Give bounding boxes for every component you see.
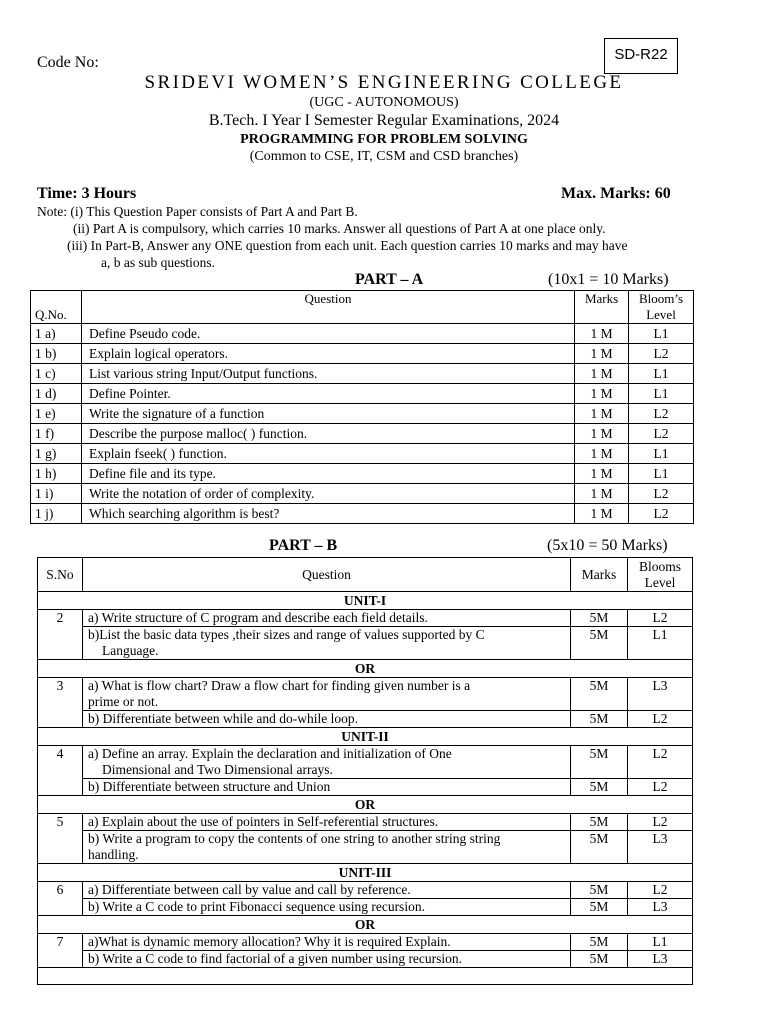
question-marks: 1 M bbox=[575, 344, 629, 364]
table-row bbox=[38, 779, 693, 796]
question-marks: 1 M bbox=[575, 364, 629, 384]
blooms-level: L2 bbox=[628, 711, 693, 728]
question-marks: 1 M bbox=[575, 484, 629, 504]
blooms-level: L2 bbox=[628, 814, 693, 831]
question-number: 4 bbox=[38, 746, 83, 796]
part-b-title: PART – B bbox=[269, 537, 338, 554]
table-row bbox=[38, 627, 693, 660]
table-row bbox=[38, 678, 693, 711]
question-text: Which searching algorithm is best? bbox=[81, 504, 574, 524]
part-b-header-row bbox=[38, 558, 693, 592]
marks-header: Marks bbox=[575, 291, 629, 324]
table-row bbox=[38, 951, 693, 968]
table-row bbox=[38, 711, 693, 728]
question-number: 6 bbox=[38, 882, 83, 916]
table-row bbox=[38, 882, 693, 899]
question-number: 5 bbox=[38, 814, 83, 864]
table-row bbox=[31, 324, 694, 344]
question-number: 1 f) bbox=[31, 424, 82, 444]
table-row bbox=[38, 934, 693, 951]
blooms-header-line2: Level bbox=[646, 307, 676, 322]
blooms-level: L3 bbox=[628, 678, 693, 711]
question-marks: 1 M bbox=[575, 424, 629, 444]
table-row bbox=[38, 899, 693, 916]
question-number: 1 i) bbox=[31, 484, 82, 504]
question-text: Describe the purpose malloc( ) function. bbox=[81, 424, 574, 444]
blooms-level: L3 bbox=[628, 899, 693, 916]
blooms-level: L2 bbox=[629, 404, 694, 424]
blooms-header-line1: Bloom’s bbox=[638, 291, 684, 306]
table-row bbox=[38, 746, 693, 779]
question-text: Explain fseek( ) function. bbox=[81, 444, 574, 464]
question-text: b) Write a C code to find factorial of a given number using recursion. bbox=[82, 951, 570, 968]
question-number: 1 a) bbox=[31, 324, 82, 344]
question-text: Explain logical operators. bbox=[81, 344, 574, 364]
blooms-level: L1 bbox=[629, 444, 694, 464]
question-marks: 5M bbox=[571, 899, 628, 916]
question-header: Question bbox=[82, 558, 570, 592]
blooms-level: L1 bbox=[629, 324, 694, 344]
blank-row bbox=[38, 968, 693, 985]
or-row bbox=[38, 916, 693, 934]
part-a-header-row bbox=[31, 291, 694, 324]
or-divider: OR bbox=[38, 660, 693, 678]
part-a-table bbox=[30, 290, 694, 524]
question-number: 1 j) bbox=[31, 504, 82, 524]
autonomy-status: (UGC - AUTONOMOUS) bbox=[309, 95, 459, 110]
note-line-1: Note: (i) This Question Paper consists of Part A and Part B. bbox=[37, 204, 358, 219]
blooms-level: L3 bbox=[628, 831, 693, 864]
question-marks: 1 M bbox=[575, 324, 629, 344]
blooms-level: L2 bbox=[628, 746, 693, 779]
qno-header: Q.No. bbox=[31, 291, 82, 324]
question-marks: 5M bbox=[571, 779, 628, 796]
blooms-level: L1 bbox=[629, 364, 694, 384]
question-text-line1: b) Write a program to copy the contents of one string to another string string bbox=[87, 831, 501, 846]
question-number: 3 bbox=[38, 678, 83, 728]
blooms-level: L2 bbox=[629, 484, 694, 504]
question-text bbox=[82, 746, 570, 779]
question-marks: 1 M bbox=[575, 444, 629, 464]
unit-row bbox=[38, 592, 693, 610]
question-number: 1 d) bbox=[31, 384, 82, 404]
question-text-line2: prime or not. bbox=[87, 694, 159, 709]
question-number: 7 bbox=[38, 934, 83, 968]
unit-heading: UNIT-III bbox=[38, 864, 693, 882]
question-marks: 1 M bbox=[575, 504, 629, 524]
part-a-title: PART – A bbox=[355, 271, 424, 288]
question-text: Write the signature of a function bbox=[81, 404, 574, 424]
table-row bbox=[31, 384, 694, 404]
blooms-level: L3 bbox=[628, 951, 693, 968]
table-row bbox=[38, 814, 693, 831]
table-row bbox=[38, 831, 693, 864]
question-text: b) Differentiate between while and do-while loop. bbox=[82, 711, 570, 728]
or-row bbox=[38, 796, 693, 814]
question-number: 1 g) bbox=[31, 444, 82, 464]
question-number: 1 e) bbox=[31, 404, 82, 424]
unit-heading: UNIT-I bbox=[38, 592, 693, 610]
or-divider: OR bbox=[38, 916, 693, 934]
question-marks: 5M bbox=[571, 610, 628, 627]
or-divider: OR bbox=[38, 796, 693, 814]
blooms-level: L1 bbox=[628, 934, 693, 951]
blooms-level: L2 bbox=[629, 424, 694, 444]
question-text-line1: a) What is flow chart? Draw a flow chart for finding given number is a bbox=[87, 678, 471, 693]
marks-header: Marks bbox=[571, 558, 628, 592]
question-text: b) Differentiate between structure and Union bbox=[82, 779, 570, 796]
table-row bbox=[31, 364, 694, 384]
question-marks: 5M bbox=[571, 711, 628, 728]
blooms-level-header bbox=[629, 291, 694, 324]
branches-line: (Common to CSE, IT, CSM and CSD branches) bbox=[249, 149, 519, 164]
note-line-3: (iii) In Part-B, Answer any ONE question from each unit. Each question carries 10 marks and may have bbox=[67, 238, 628, 253]
table-row bbox=[31, 484, 694, 504]
question-text: a) Write structure of C program and describe each field details. bbox=[82, 610, 570, 627]
question-number: 1 c) bbox=[31, 364, 82, 384]
college-name: SRIDEVI WOMEN’S ENGINEERING COLLEGE bbox=[144, 72, 624, 93]
question-text: b) Write a C code to print Fibonacci sequence using recursion. bbox=[82, 899, 570, 916]
question-text: Define file and its type. bbox=[81, 464, 574, 484]
note-line-2: (ii) Part A is compulsory, which carries 10 marks. Answer all questions of Part A at one place only. bbox=[73, 221, 606, 236]
blooms-level: L1 bbox=[628, 627, 693, 660]
question-text-line2: Language. bbox=[101, 643, 159, 658]
blooms-level: L2 bbox=[628, 779, 693, 796]
question-text-line2: Dimensional and Two Dimensional arrays. bbox=[101, 762, 333, 777]
question-marks: 1 M bbox=[575, 384, 629, 404]
question-number: 1 h) bbox=[31, 464, 82, 484]
table-row bbox=[31, 404, 694, 424]
question-text: Write the notation of order of complexity. bbox=[81, 484, 574, 504]
blooms-header-line2: Level bbox=[644, 574, 676, 590]
table-row bbox=[31, 504, 694, 524]
question-marks: 5M bbox=[571, 678, 628, 711]
code-no-label: Code No: bbox=[37, 54, 99, 71]
question-marks: 5M bbox=[571, 882, 628, 899]
blooms-level-header bbox=[628, 558, 693, 592]
question-marks: 5M bbox=[571, 814, 628, 831]
question-marks: 5M bbox=[571, 951, 628, 968]
table-row bbox=[31, 424, 694, 444]
sno-header: S.No bbox=[38, 558, 83, 592]
max-marks: Max. Marks: 60 bbox=[561, 185, 671, 202]
question-text bbox=[82, 678, 570, 711]
question-text-line1: b)List the basic data types ,their sizes and range of values supported by C bbox=[87, 627, 485, 642]
question-marks: 5M bbox=[571, 746, 628, 779]
part-a-marks: (10x1 = 10 Marks) bbox=[548, 271, 669, 288]
question-text: a) Explain about the use of pointers in Self-referential structures. bbox=[82, 814, 570, 831]
question-text: a) Differentiate between call by value and call by reference. bbox=[82, 882, 570, 899]
blooms-level: L2 bbox=[628, 882, 693, 899]
unit-row bbox=[38, 728, 693, 746]
question-number: 1 b) bbox=[31, 344, 82, 364]
exam-duration: Time: 3 Hours bbox=[37, 185, 137, 202]
blooms-level: L2 bbox=[629, 504, 694, 524]
question-text bbox=[82, 831, 570, 864]
question-text bbox=[82, 627, 570, 660]
question-marks: 5M bbox=[571, 934, 628, 951]
or-row bbox=[38, 660, 693, 678]
note-line-3-continued: a, b as sub questions. bbox=[101, 255, 215, 270]
blooms-level: L2 bbox=[629, 344, 694, 364]
table-row bbox=[31, 344, 694, 364]
question-marks: 1 M bbox=[575, 464, 629, 484]
table-row bbox=[31, 444, 694, 464]
question-text: a)What is dynamic memory allocation? Why it is required Explain. bbox=[82, 934, 570, 951]
unit-heading: UNIT-II bbox=[38, 728, 693, 746]
part-b-marks: (5x10 = 50 Marks) bbox=[547, 537, 668, 554]
question-header: Question bbox=[81, 291, 574, 324]
part-b-table bbox=[37, 557, 693, 985]
question-text-line2: handling. bbox=[87, 847, 139, 862]
blooms-level: L1 bbox=[629, 464, 694, 484]
question-text: Define Pointer. bbox=[81, 384, 574, 404]
question-marks: 5M bbox=[571, 627, 628, 660]
unit-row bbox=[38, 864, 693, 882]
exam-title: B.Tech. I Year I Semester Regular Examinations, 2024 bbox=[208, 112, 560, 129]
table-row bbox=[38, 610, 693, 627]
table-row bbox=[31, 464, 694, 484]
question-marks: 5M bbox=[571, 831, 628, 864]
question-text-line1: a) Define an array. Explain the declaration and initialization of One bbox=[87, 746, 452, 761]
subject-title: PROGRAMMING FOR PROBLEM SOLVING bbox=[240, 132, 528, 147]
question-text: List various string Input/Output functions. bbox=[81, 364, 574, 384]
blooms-level: L1 bbox=[629, 384, 694, 404]
blooms-header-line1: Blooms bbox=[639, 558, 682, 574]
blooms-level: L2 bbox=[628, 610, 693, 627]
question-marks: 1 M bbox=[575, 404, 629, 424]
blank-cell bbox=[38, 968, 693, 985]
regulation-code-box: SD-R22 bbox=[604, 38, 678, 74]
question-text: Define Pseudo code. bbox=[81, 324, 574, 344]
question-number: 2 bbox=[38, 610, 83, 660]
